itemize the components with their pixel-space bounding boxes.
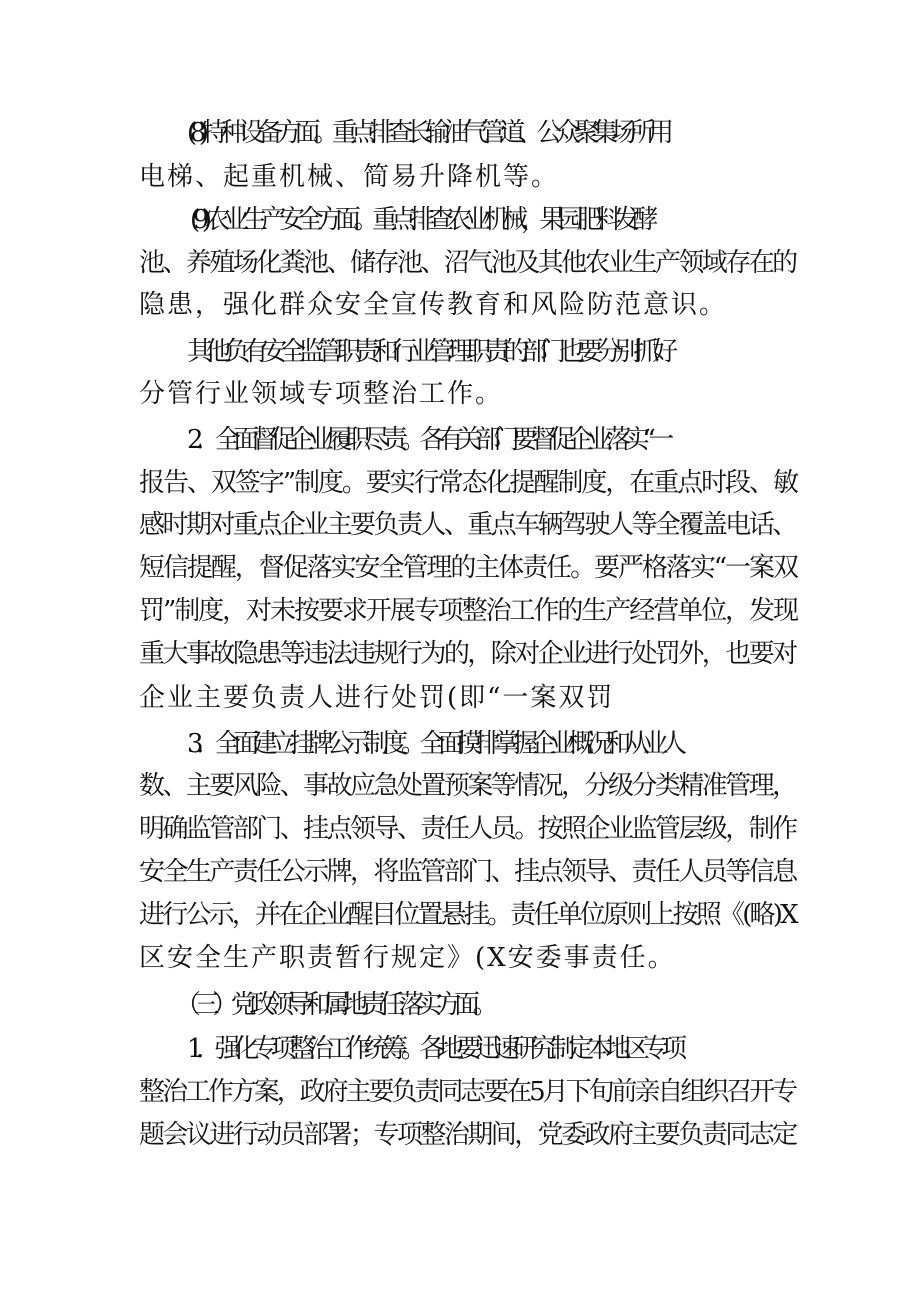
paragraph-line: 感时期对重点企业主要负责人、重点车辆驾驶人等全覆盖电话、	[139, 510, 796, 540]
paragraph-line: 明确监管部门、挂点领导、责任人员。按照企业监管层级，制作	[139, 814, 796, 844]
paragraph-line: 电梯、起重机械、简易升降机等。	[139, 162, 560, 192]
paragraph-line: 区安全生产职责暂行规定》(X安委事责任。	[139, 943, 676, 973]
paragraph-line: 其他负有安全监管职责和行业管理职责的部门也要分别抓好	[187, 337, 671, 367]
paragraph-line: 隐患，强化群众安全宣传教育和风险防范意识。	[139, 290, 728, 320]
paragraph-line: 整治工作方案，政府主要负责同志要在5月下旬前亲自组织召开专	[139, 1077, 796, 1107]
paragraph-line: 企业主要负责人进行处罚(即“一案双罚	[139, 683, 615, 713]
paragraph-line: 重大事故隐患等违法违规行为的，除对企业进行处罚外，也要对	[139, 639, 796, 669]
paragraph-line: 进行公示，并在企业醒目位置悬挂。责任单位原则上按照《(略)X	[139, 900, 796, 930]
paragraph-line: 数、主要风险、事故应急处置预案等情况，分级分类精准管理，	[139, 771, 796, 801]
paragraph-line: 2．全面督促企业履职尽责。各有关部门要督促企业落实“一	[187, 425, 668, 455]
paragraph-line: 池、养殖场化粪池、储存池、沼气池及其他农业生产领域存在的	[139, 248, 796, 278]
paragraph-line: (8)特种设备方面。重点排查长输油气管道、公众聚集场所用	[187, 118, 667, 148]
paragraph-line: 1．强化专项整治工作统筹。各地要迅速研究制定本地区专项	[187, 1034, 680, 1064]
paragraph-line: 安全生产责任公示牌，将监管部门、挂点领导、责任人员等信息	[139, 857, 796, 887]
paragraph-line: (9)农业生产安全方面。重点排查农业机械，果园肥料发酵	[190, 205, 652, 235]
paragraph-line: 短信提醒，督促落实安全管理的主体责任。要严格落实“一案双	[139, 553, 797, 583]
section-heading: （三）党政领导和属地责任落实方面。	[175, 990, 492, 1020]
paragraph-line: 题会议进行动员部署；专项整治期间，党委政府主要负责同志定	[139, 1120, 796, 1150]
paragraph-line: 罚”制度，对未按要求开展专项整治工作的生产经营单位，发现	[139, 596, 797, 626]
paragraph-line: 报告、双签字”制度。要实行常态化提醒制度，在重点时段、敏	[139, 468, 797, 498]
paragraph-line: 分管行业领域专项整治工作。	[139, 379, 504, 409]
paragraph-line: 3．全面建立挂牌公示制度。全面摸排掌握企业概况和从业人	[187, 729, 680, 759]
